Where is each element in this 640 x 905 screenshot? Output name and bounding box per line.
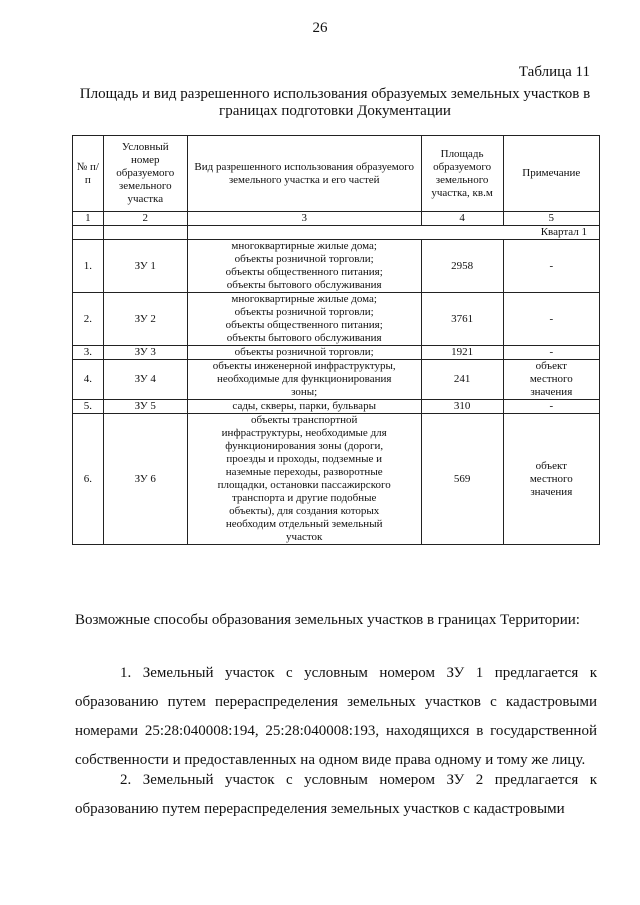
- note-line: объект: [535, 360, 567, 372]
- column-index-row: [73, 212, 600, 226]
- row-number: 2.: [73, 293, 104, 346]
- table-row: [73, 346, 600, 360]
- note: [503, 346, 599, 360]
- note: [503, 360, 599, 400]
- plot-area: 310: [421, 400, 503, 414]
- use-line: объекты розничной торговли;: [234, 346, 374, 358]
- quarter-row: [73, 226, 600, 240]
- index-cell: 3: [187, 212, 421, 226]
- use-line: наземные переходы, разворотные: [225, 466, 383, 478]
- use-line: сады, скверы, парки, бульвары: [232, 400, 376, 412]
- plot-id: ЗУ 1: [103, 240, 187, 293]
- paragraph-1: 1. Земельный участок с условным номером ЗУ 1 предлагается к образованию путем перераспределения земельных участков с кадастровыми номерами 25:28:040008:194, 25:28:040008:193, находящихся в государственной собственности и предоставленных на одном виде права одному и тому же лицу.: [75, 665, 597, 768]
- note-line: местного: [529, 373, 573, 385]
- note-line: -: [549, 400, 554, 412]
- note-line: значения: [530, 386, 573, 398]
- header-cell: Условный номер образуемого земельного участка: [103, 136, 187, 212]
- plot-area: 569: [421, 414, 503, 545]
- permitted-use: [187, 414, 421, 545]
- note-line: -: [549, 259, 554, 272]
- permitted-use: [187, 360, 421, 400]
- use-line: многоквартирные жилые дома;: [231, 240, 377, 252]
- row-number: 4.: [73, 360, 104, 400]
- header-cell: Примечание: [503, 136, 599, 212]
- table-row: [73, 400, 600, 414]
- use-line: объекты бытового обслуживания: [226, 279, 382, 291]
- index-cell: 4: [421, 212, 503, 226]
- use-line: необходим отдельный земельный: [225, 518, 383, 530]
- use-line: зоны;: [291, 386, 318, 398]
- use-line: объекты транспортной: [250, 414, 358, 426]
- quarter-label: Квартал 1: [187, 226, 599, 240]
- row-number: 3.: [73, 346, 104, 360]
- quarter-spacer: [103, 226, 187, 240]
- plot-id: ЗУ 6: [103, 414, 187, 545]
- permitted-use: [187, 240, 421, 293]
- note: [503, 240, 599, 293]
- permitted-use: [187, 293, 421, 346]
- note-line: значения: [530, 485, 573, 498]
- plot-id: ЗУ 2: [103, 293, 187, 346]
- plot-area: 1921: [421, 346, 503, 360]
- table-row: [73, 360, 600, 400]
- index-cell: 1: [73, 212, 104, 226]
- header-cell: Площадь образуемого земельного участка, кв.м: [421, 136, 503, 212]
- header-cell: Вид разрешенного использования образуемого земельного участка и его частей: [187, 136, 421, 212]
- use-line: проезды и проходы, подземные и: [226, 453, 383, 465]
- note: [503, 414, 599, 545]
- row-number: 1.: [73, 240, 104, 293]
- quarter-spacer: [73, 226, 104, 240]
- use-line: объекты розничной торговли;: [234, 253, 374, 265]
- use-line: объекты), для создания которых: [229, 505, 380, 517]
- plot-area: 2958: [421, 240, 503, 293]
- plot-id: ЗУ 4: [103, 360, 187, 400]
- plot-id: ЗУ 5: [103, 400, 187, 414]
- note-line: -: [549, 346, 554, 358]
- table-label: Таблица 11: [518, 64, 590, 80]
- use-line: транспорта и другие подобные: [231, 492, 377, 504]
- note-line: местного: [529, 472, 573, 485]
- note-line: -: [549, 312, 554, 325]
- page-number: 26: [312, 20, 328, 36]
- permitted-use: [187, 400, 421, 414]
- plot-area: 241: [421, 360, 503, 400]
- table-row: [73, 240, 600, 293]
- use-line: участок: [286, 531, 323, 543]
- land-plots-table: [72, 135, 600, 545]
- use-line: объекты общественного питания;: [225, 319, 383, 331]
- use-line: объекты бытового обслуживания: [226, 332, 382, 344]
- paragraph-2: 2. Земельный участок с условным номером ЗУ 2 предлагается к образованию путем перераспределения земельных участков с кадастровыми: [75, 772, 597, 817]
- use-line: объекты общественного питания;: [225, 266, 383, 278]
- row-number: 5.: [73, 400, 104, 414]
- use-line: многоквартирные жилые дома;: [231, 293, 377, 305]
- plot-area: 3761: [421, 293, 503, 346]
- table-row: [73, 293, 600, 346]
- use-line: объекты инженерной инфраструктуры,: [212, 360, 396, 372]
- table-row: [73, 414, 600, 545]
- index-cell: 2: [103, 212, 187, 226]
- note: [503, 293, 599, 346]
- use-line: площадки, остановки пассажирского: [217, 479, 391, 491]
- row-number: 6.: [73, 414, 104, 545]
- use-line: объекты розничной торговли;: [234, 306, 374, 318]
- permitted-use: [187, 346, 421, 360]
- use-line: инфраструктуры, необходимые для: [221, 427, 387, 439]
- header-cell: № п/п: [73, 136, 104, 212]
- table-title: Площадь и вид разрешенного использования образуемых земельных участков в границах подготовки Документации: [79, 86, 591, 119]
- plot-id: ЗУ 3: [103, 346, 187, 360]
- paragraph-intro: Возможные способы образования земельных участков в границах Территории:: [75, 612, 580, 628]
- table-header-row: [73, 136, 600, 212]
- use-line: необходимые для функционирования: [216, 373, 392, 385]
- use-line: функционирования зоны (дороги,: [225, 440, 384, 452]
- note: [503, 400, 599, 414]
- note-line: объект: [535, 459, 567, 472]
- index-cell: 5: [503, 212, 599, 226]
